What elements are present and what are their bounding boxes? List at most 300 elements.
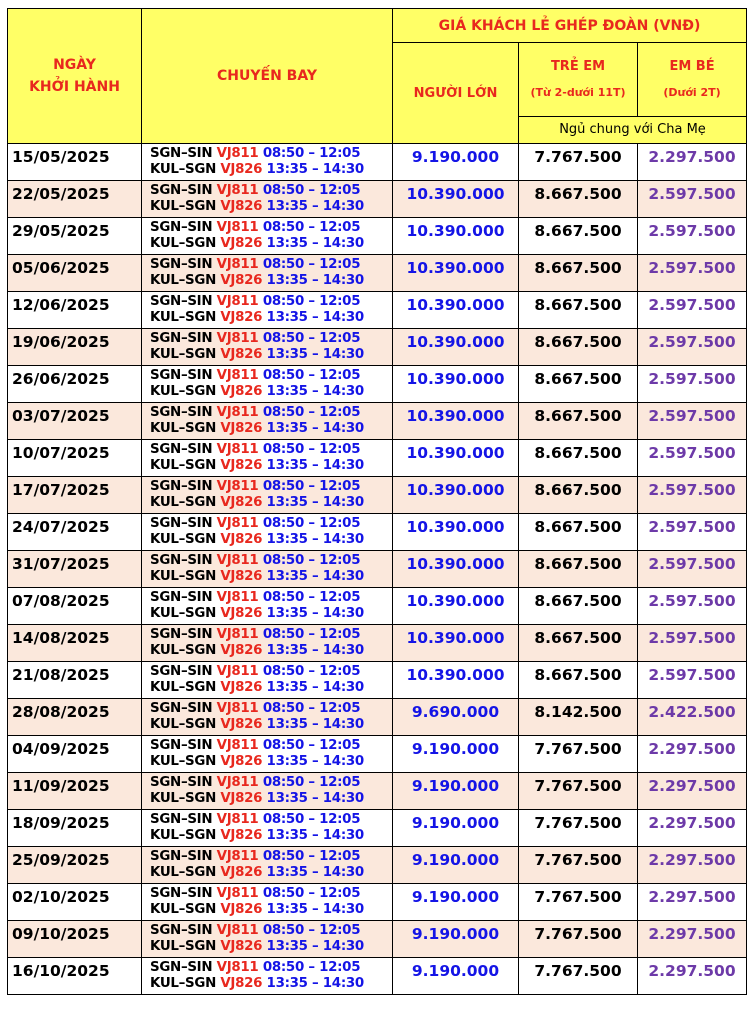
outbound-route: SGN–SIN bbox=[150, 738, 213, 753]
return-time: 13:35 – 14:30 bbox=[266, 347, 364, 362]
infant-price: 2.597.500 bbox=[638, 292, 747, 329]
adult-price: 10.390.000 bbox=[393, 440, 519, 477]
outbound-route: SGN–SIN bbox=[150, 146, 213, 161]
outbound-flight bbox=[150, 331, 392, 347]
outbound-time: 08:50 – 12:05 bbox=[262, 923, 361, 938]
child-price: 7.767.500 bbox=[519, 958, 638, 995]
return-time: 13:35 – 14:30 bbox=[266, 532, 364, 547]
outbound-code: VJ811 bbox=[216, 146, 259, 161]
return-route: KUL–SGN bbox=[150, 902, 216, 917]
adult-price: 9.190.000 bbox=[393, 773, 519, 810]
tour-price-table bbox=[7, 8, 747, 995]
flight-cell bbox=[142, 699, 393, 736]
flight-cell bbox=[142, 810, 393, 847]
outbound-code: VJ811 bbox=[216, 479, 259, 494]
child-price: 8.667.500 bbox=[519, 403, 638, 440]
departure-date: 31/07/2025 bbox=[8, 551, 142, 588]
header-infant-note: (Dưới 2T) bbox=[663, 86, 721, 100]
infant-price: 2.597.500 bbox=[638, 477, 747, 514]
outbound-route: SGN–SIN bbox=[150, 479, 213, 494]
infant-price: 2.297.500 bbox=[638, 736, 747, 773]
flight-cell bbox=[142, 144, 393, 181]
outbound-flight bbox=[150, 775, 392, 791]
adult-price: 10.390.000 bbox=[393, 514, 519, 551]
child-price: 8.142.500 bbox=[519, 699, 638, 736]
price-table-container bbox=[7, 8, 746, 995]
return-code: VJ826 bbox=[220, 865, 263, 880]
outbound-flight bbox=[150, 183, 392, 199]
return-route: KUL–SGN bbox=[150, 976, 216, 991]
child-price: 7.767.500 bbox=[519, 810, 638, 847]
table-row bbox=[8, 477, 747, 514]
departure-date: 04/09/2025 bbox=[8, 736, 142, 773]
outbound-time: 08:50 – 12:05 bbox=[262, 664, 361, 679]
outbound-time: 08:50 – 12:05 bbox=[262, 812, 361, 827]
table-row bbox=[8, 255, 747, 292]
outbound-flight bbox=[150, 257, 392, 273]
outbound-route: SGN–SIN bbox=[150, 553, 213, 568]
adult-price: 10.390.000 bbox=[393, 292, 519, 329]
table-row bbox=[8, 403, 747, 440]
return-time: 13:35 – 14:30 bbox=[266, 680, 364, 695]
outbound-flight bbox=[150, 923, 392, 939]
infant-price: 2.297.500 bbox=[638, 884, 747, 921]
adult-price: 10.390.000 bbox=[393, 329, 519, 366]
header-shared-bed-note: Ngủ chung với Cha Mẹ bbox=[519, 116, 747, 143]
table-row bbox=[8, 699, 747, 736]
flight-cell bbox=[142, 847, 393, 884]
flight-cell bbox=[142, 884, 393, 921]
child-price: 7.767.500 bbox=[519, 736, 638, 773]
child-price: 8.667.500 bbox=[519, 477, 638, 514]
adult-price: 10.390.000 bbox=[393, 218, 519, 255]
outbound-route: SGN–SIN bbox=[150, 886, 213, 901]
return-flight bbox=[150, 606, 392, 622]
flight-cell bbox=[142, 329, 393, 366]
child-price: 7.767.500 bbox=[519, 144, 638, 181]
child-price: 7.767.500 bbox=[519, 847, 638, 884]
return-flight bbox=[150, 495, 392, 511]
outbound-time: 08:50 – 12:05 bbox=[262, 442, 361, 457]
header-group-price: GIÁ KHÁCH LẺ GHÉP ĐOÀN (VNĐ) bbox=[393, 9, 747, 43]
flight-cell bbox=[142, 588, 393, 625]
table-row bbox=[8, 440, 747, 477]
return-route: KUL–SGN bbox=[150, 458, 216, 473]
return-route: KUL–SGN bbox=[150, 791, 216, 806]
outbound-route: SGN–SIN bbox=[150, 812, 213, 827]
outbound-code: VJ811 bbox=[216, 553, 259, 568]
table-row bbox=[8, 588, 747, 625]
return-code: VJ826 bbox=[220, 791, 263, 806]
infant-price: 2.597.500 bbox=[638, 551, 747, 588]
return-flight bbox=[150, 902, 392, 918]
outbound-code: VJ811 bbox=[216, 183, 259, 198]
table-row bbox=[8, 551, 747, 588]
outbound-code: VJ811 bbox=[216, 627, 259, 642]
return-time: 13:35 – 14:30 bbox=[266, 421, 364, 436]
infant-price: 2.597.500 bbox=[638, 181, 747, 218]
departure-date: 21/08/2025 bbox=[8, 662, 142, 699]
return-flight bbox=[150, 199, 392, 215]
return-time: 13:35 – 14:30 bbox=[266, 717, 364, 732]
infant-price: 2.297.500 bbox=[638, 144, 747, 181]
outbound-route: SGN–SIN bbox=[150, 220, 213, 235]
return-code: VJ826 bbox=[220, 421, 263, 436]
child-price: 8.667.500 bbox=[519, 292, 638, 329]
child-price: 8.667.500 bbox=[519, 440, 638, 477]
table-row bbox=[8, 514, 747, 551]
child-price: 8.667.500 bbox=[519, 551, 638, 588]
departure-date: 19/06/2025 bbox=[8, 329, 142, 366]
return-route: KUL–SGN bbox=[150, 347, 216, 362]
return-code: VJ826 bbox=[220, 569, 263, 584]
outbound-flight bbox=[150, 960, 392, 976]
departure-date: 17/07/2025 bbox=[8, 477, 142, 514]
child-price: 7.767.500 bbox=[519, 921, 638, 958]
outbound-code: VJ811 bbox=[216, 405, 259, 420]
adult-price: 9.190.000 bbox=[393, 810, 519, 847]
return-time: 13:35 – 14:30 bbox=[266, 939, 364, 954]
child-price: 7.767.500 bbox=[519, 773, 638, 810]
return-route: KUL–SGN bbox=[150, 495, 216, 510]
return-code: VJ826 bbox=[220, 643, 263, 658]
return-route: KUL–SGN bbox=[150, 754, 216, 769]
outbound-time: 08:50 – 12:05 bbox=[262, 183, 361, 198]
flight-cell bbox=[142, 255, 393, 292]
outbound-time: 08:50 – 12:05 bbox=[262, 220, 361, 235]
outbound-code: VJ811 bbox=[216, 257, 259, 272]
table-row bbox=[8, 847, 747, 884]
header-departure-date bbox=[8, 9, 142, 144]
table-row bbox=[8, 736, 747, 773]
child-price: 8.667.500 bbox=[519, 625, 638, 662]
return-route: KUL–SGN bbox=[150, 828, 216, 843]
adult-price: 10.390.000 bbox=[393, 403, 519, 440]
outbound-time: 08:50 – 12:05 bbox=[262, 146, 361, 161]
departure-date: 14/08/2025 bbox=[8, 625, 142, 662]
infant-price: 2.597.500 bbox=[638, 218, 747, 255]
flight-cell bbox=[142, 403, 393, 440]
outbound-route: SGN–SIN bbox=[150, 849, 213, 864]
return-code: VJ826 bbox=[220, 717, 263, 732]
adult-price: 9.190.000 bbox=[393, 144, 519, 181]
departure-date: 18/09/2025 bbox=[8, 810, 142, 847]
infant-price: 2.597.500 bbox=[638, 625, 747, 662]
outbound-route: SGN–SIN bbox=[150, 442, 213, 457]
return-time: 13:35 – 14:30 bbox=[266, 310, 364, 325]
infant-price: 2.597.500 bbox=[638, 514, 747, 551]
adult-price: 10.390.000 bbox=[393, 588, 519, 625]
adult-price: 10.390.000 bbox=[393, 662, 519, 699]
return-flight bbox=[150, 717, 392, 733]
return-route: KUL–SGN bbox=[150, 606, 216, 621]
header-flight: CHUYẾN BAY bbox=[142, 9, 393, 144]
return-flight bbox=[150, 532, 392, 548]
return-flight bbox=[150, 421, 392, 437]
return-code: VJ826 bbox=[220, 458, 263, 473]
outbound-flight bbox=[150, 479, 392, 495]
outbound-code: VJ811 bbox=[216, 960, 259, 975]
return-route: KUL–SGN bbox=[150, 236, 216, 251]
departure-date: 02/10/2025 bbox=[8, 884, 142, 921]
table-row bbox=[8, 292, 747, 329]
departure-date: 11/09/2025 bbox=[8, 773, 142, 810]
outbound-code: VJ811 bbox=[216, 516, 259, 531]
return-flight bbox=[150, 458, 392, 474]
outbound-route: SGN–SIN bbox=[150, 516, 213, 531]
outbound-time: 08:50 – 12:05 bbox=[262, 738, 361, 753]
return-code: VJ826 bbox=[220, 347, 263, 362]
table-row bbox=[8, 958, 747, 995]
outbound-route: SGN–SIN bbox=[150, 331, 213, 346]
table-row bbox=[8, 810, 747, 847]
outbound-route: SGN–SIN bbox=[150, 923, 213, 938]
table-row bbox=[8, 773, 747, 810]
outbound-flight bbox=[150, 886, 392, 902]
return-flight bbox=[150, 273, 392, 289]
adult-price: 10.390.000 bbox=[393, 625, 519, 662]
child-price: 8.667.500 bbox=[519, 366, 638, 403]
return-route: KUL–SGN bbox=[150, 569, 216, 584]
flight-cell bbox=[142, 551, 393, 588]
header-date-line2: KHỞI HÀNH bbox=[29, 79, 120, 95]
return-time: 13:35 – 14:30 bbox=[266, 865, 364, 880]
return-route: KUL–SGN bbox=[150, 273, 216, 288]
departure-date: 29/05/2025 bbox=[8, 218, 142, 255]
return-time: 13:35 – 14:30 bbox=[266, 199, 364, 214]
return-time: 13:35 – 14:30 bbox=[266, 976, 364, 991]
outbound-route: SGN–SIN bbox=[150, 405, 213, 420]
outbound-route: SGN–SIN bbox=[150, 368, 213, 383]
outbound-time: 08:50 – 12:05 bbox=[262, 590, 361, 605]
table-row bbox=[8, 144, 747, 181]
return-time: 13:35 – 14:30 bbox=[266, 273, 364, 288]
outbound-code: VJ811 bbox=[216, 442, 259, 457]
child-price: 8.667.500 bbox=[519, 588, 638, 625]
return-code: VJ826 bbox=[220, 902, 263, 917]
outbound-flight bbox=[150, 294, 392, 310]
return-code: VJ826 bbox=[220, 236, 263, 251]
child-price: 8.667.500 bbox=[519, 329, 638, 366]
return-flight bbox=[150, 939, 392, 955]
return-code: VJ826 bbox=[220, 606, 263, 621]
departure-date: 22/05/2025 bbox=[8, 181, 142, 218]
departure-date: 05/06/2025 bbox=[8, 255, 142, 292]
outbound-flight bbox=[150, 664, 392, 680]
adult-price: 10.390.000 bbox=[393, 366, 519, 403]
return-route: KUL–SGN bbox=[150, 384, 216, 399]
outbound-code: VJ811 bbox=[216, 775, 259, 790]
outbound-route: SGN–SIN bbox=[150, 257, 213, 272]
infant-price: 2.297.500 bbox=[638, 921, 747, 958]
header-child-note: (Từ 2-dưới 11T) bbox=[530, 86, 626, 100]
outbound-time: 08:50 – 12:05 bbox=[262, 257, 361, 272]
outbound-time: 08:50 – 12:05 bbox=[262, 479, 361, 494]
return-flight bbox=[150, 569, 392, 585]
return-code: VJ826 bbox=[220, 495, 263, 510]
adult-price: 9.190.000 bbox=[393, 736, 519, 773]
outbound-flight bbox=[150, 738, 392, 754]
outbound-time: 08:50 – 12:05 bbox=[262, 701, 361, 716]
flight-cell bbox=[142, 773, 393, 810]
infant-price: 2.297.500 bbox=[638, 773, 747, 810]
header-date-line1: NGÀY bbox=[53, 57, 96, 73]
child-price: 8.667.500 bbox=[519, 181, 638, 218]
outbound-code: VJ811 bbox=[216, 923, 259, 938]
flight-cell bbox=[142, 736, 393, 773]
infant-price: 2.597.500 bbox=[638, 403, 747, 440]
return-route: KUL–SGN bbox=[150, 421, 216, 436]
return-route: KUL–SGN bbox=[150, 199, 216, 214]
flight-cell bbox=[142, 292, 393, 329]
outbound-flight bbox=[150, 405, 392, 421]
outbound-code: VJ811 bbox=[216, 294, 259, 309]
flight-cell bbox=[142, 218, 393, 255]
return-route: KUL–SGN bbox=[150, 643, 216, 658]
outbound-code: VJ811 bbox=[216, 331, 259, 346]
table-row bbox=[8, 625, 747, 662]
departure-date: 09/10/2025 bbox=[8, 921, 142, 958]
header-infant bbox=[638, 43, 747, 117]
return-flight bbox=[150, 347, 392, 363]
return-flight bbox=[150, 865, 392, 881]
return-code: VJ826 bbox=[220, 828, 263, 843]
outbound-time: 08:50 – 12:05 bbox=[262, 886, 361, 901]
adult-price: 9.190.000 bbox=[393, 958, 519, 995]
outbound-flight bbox=[150, 516, 392, 532]
outbound-flight bbox=[150, 701, 392, 717]
return-code: VJ826 bbox=[220, 939, 263, 954]
departure-date: 25/09/2025 bbox=[8, 847, 142, 884]
outbound-route: SGN–SIN bbox=[150, 627, 213, 642]
return-flight bbox=[150, 680, 392, 696]
departure-date: 26/06/2025 bbox=[8, 366, 142, 403]
return-code: VJ826 bbox=[220, 273, 263, 288]
child-price: 8.667.500 bbox=[519, 662, 638, 699]
outbound-flight bbox=[150, 553, 392, 569]
return-time: 13:35 – 14:30 bbox=[266, 236, 364, 251]
outbound-code: VJ811 bbox=[216, 220, 259, 235]
outbound-code: VJ811 bbox=[216, 849, 259, 864]
table-row bbox=[8, 884, 747, 921]
adult-price: 9.190.000 bbox=[393, 884, 519, 921]
return-time: 13:35 – 14:30 bbox=[266, 754, 364, 769]
return-route: KUL–SGN bbox=[150, 717, 216, 732]
adult-price: 9.190.000 bbox=[393, 921, 519, 958]
outbound-route: SGN–SIN bbox=[150, 775, 213, 790]
child-price: 7.767.500 bbox=[519, 884, 638, 921]
infant-price: 2.597.500 bbox=[638, 662, 747, 699]
flight-cell bbox=[142, 440, 393, 477]
outbound-time: 08:50 – 12:05 bbox=[262, 553, 361, 568]
return-time: 13:35 – 14:30 bbox=[266, 791, 364, 806]
return-code: VJ826 bbox=[220, 384, 263, 399]
child-price: 8.667.500 bbox=[519, 255, 638, 292]
flight-cell bbox=[142, 625, 393, 662]
outbound-route: SGN–SIN bbox=[150, 294, 213, 309]
return-time: 13:35 – 14:30 bbox=[266, 902, 364, 917]
infant-price: 2.297.500 bbox=[638, 847, 747, 884]
outbound-flight bbox=[150, 220, 392, 236]
outbound-time: 08:50 – 12:05 bbox=[262, 960, 361, 975]
return-route: KUL–SGN bbox=[150, 162, 216, 177]
return-time: 13:35 – 14:30 bbox=[266, 569, 364, 584]
return-time: 13:35 – 14:30 bbox=[266, 384, 364, 399]
header-adult: NGƯỜI LỚN bbox=[393, 43, 519, 144]
return-route: KUL–SGN bbox=[150, 680, 216, 695]
departure-date: 10/07/2025 bbox=[8, 440, 142, 477]
flight-cell bbox=[142, 958, 393, 995]
outbound-code: VJ811 bbox=[216, 701, 259, 716]
return-time: 13:35 – 14:30 bbox=[266, 458, 364, 473]
table-row bbox=[8, 218, 747, 255]
infant-price: 2.597.500 bbox=[638, 440, 747, 477]
outbound-time: 08:50 – 12:05 bbox=[262, 405, 361, 420]
table-row bbox=[8, 921, 747, 958]
outbound-flight bbox=[150, 812, 392, 828]
return-flight bbox=[150, 384, 392, 400]
outbound-code: VJ811 bbox=[216, 664, 259, 679]
outbound-route: SGN–SIN bbox=[150, 664, 213, 679]
outbound-time: 08:50 – 12:05 bbox=[262, 294, 361, 309]
adult-price: 10.390.000 bbox=[393, 255, 519, 292]
infant-price: 2.597.500 bbox=[638, 255, 747, 292]
outbound-time: 08:50 – 12:05 bbox=[262, 516, 361, 531]
return-time: 13:35 – 14:30 bbox=[266, 643, 364, 658]
departure-date: 03/07/2025 bbox=[8, 403, 142, 440]
outbound-flight bbox=[150, 590, 392, 606]
outbound-code: VJ811 bbox=[216, 590, 259, 605]
outbound-time: 08:50 – 12:05 bbox=[262, 627, 361, 642]
return-flight bbox=[150, 643, 392, 659]
departure-date: 15/05/2025 bbox=[8, 144, 142, 181]
flight-cell bbox=[142, 662, 393, 699]
infant-price: 2.297.500 bbox=[638, 810, 747, 847]
return-time: 13:35 – 14:30 bbox=[266, 828, 364, 843]
outbound-time: 08:50 – 12:05 bbox=[262, 849, 361, 864]
adult-price: 9.690.000 bbox=[393, 699, 519, 736]
child-price: 8.667.500 bbox=[519, 218, 638, 255]
outbound-route: SGN–SIN bbox=[150, 590, 213, 605]
departure-date: 16/10/2025 bbox=[8, 958, 142, 995]
infant-price: 2.597.500 bbox=[638, 366, 747, 403]
infant-price: 2.597.500 bbox=[638, 588, 747, 625]
departure-date: 24/07/2025 bbox=[8, 514, 142, 551]
flight-cell bbox=[142, 181, 393, 218]
outbound-code: VJ811 bbox=[216, 738, 259, 753]
flight-cell bbox=[142, 514, 393, 551]
return-code: VJ826 bbox=[220, 680, 263, 695]
adult-price: 10.390.000 bbox=[393, 181, 519, 218]
return-flight bbox=[150, 754, 392, 770]
outbound-code: VJ811 bbox=[216, 812, 259, 827]
infant-price: 2.597.500 bbox=[638, 329, 747, 366]
return-flight bbox=[150, 236, 392, 252]
return-route: KUL–SGN bbox=[150, 865, 216, 880]
return-flight bbox=[150, 976, 392, 992]
table-row bbox=[8, 366, 747, 403]
departure-date: 07/08/2025 bbox=[8, 588, 142, 625]
outbound-flight bbox=[150, 627, 392, 643]
outbound-code: VJ811 bbox=[216, 368, 259, 383]
child-price: 8.667.500 bbox=[519, 514, 638, 551]
return-route: KUL–SGN bbox=[150, 939, 216, 954]
outbound-flight bbox=[150, 442, 392, 458]
outbound-route: SGN–SIN bbox=[150, 183, 213, 198]
return-code: VJ826 bbox=[220, 532, 263, 547]
outbound-flight bbox=[150, 368, 392, 384]
return-route: KUL–SGN bbox=[150, 532, 216, 547]
